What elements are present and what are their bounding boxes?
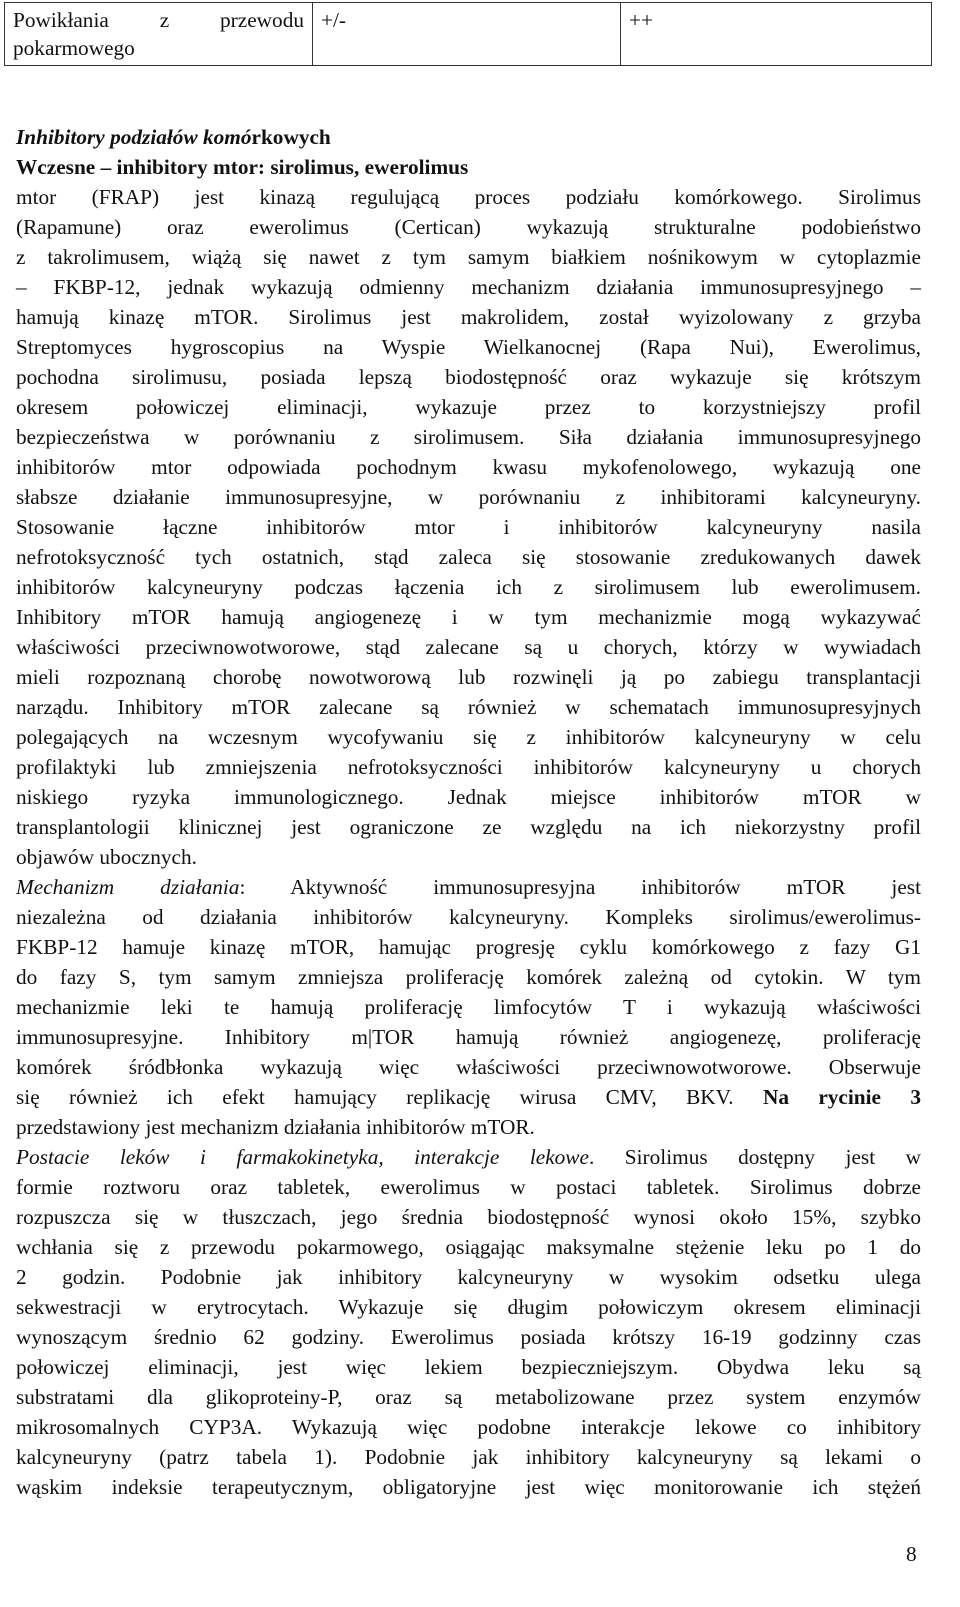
- mechanism-first-text: : Aktywność immunosupresyjna inhibitorów mTOR jest: [239, 875, 921, 899]
- pharmacokinetics-label: Postacie leków i farmakokinetyka, interakcje lekowe: [16, 1145, 589, 1169]
- text-line: okresem połowiczej eliminacji, wykazuje przez to korzystniejszy profil: [16, 395, 921, 419]
- text-line: transplantologii klinicznej jest ograniczone ze względu na ich niekorzystny profil: [16, 815, 921, 839]
- text-line: komórek śródbłonka wykazują więc właściwości przeciwnowotworowe. Obserwuje: [16, 1055, 921, 1079]
- text-line: mechanizmie leki te hamują proliferację limfocytów T i wykazują właściwości: [16, 995, 921, 1019]
- text-line: do fazy S, tym samym zmniejsza proliferację komórek zależną od cytokin. W tym: [16, 965, 921, 989]
- text-line: kalcyneuryny (patrz tabela 1). Podobnie jak inhibitory kalcyneuryny są lekami o: [16, 1445, 921, 1469]
- heading-bold-part: rkowych: [251, 125, 331, 149]
- text-line: Streptomyces hygroscopius na Wyspie Wielkanocnej (Rapa Nui), Ewerolimus,: [16, 335, 921, 359]
- text-line: FKBP-12 hamuje kinazę mTOR, hamując progresję cyklu komórkowego z fazy G1: [16, 935, 921, 959]
- mechanism-line-8-text: się również ich efekt hamujący replikację wirusa CMV, BKV.: [16, 1085, 763, 1109]
- document-body: [16, 122, 921, 1502]
- mechanism-line-9: przedstawiony jest mechanizm działania inhibitorów mTOR.: [16, 1115, 535, 1139]
- text-line: wchłania się z przewodu pokarmowego, osiągając maksymalne stężenie leku po 1 do: [16, 1235, 921, 1259]
- text-line: formie roztworu oraz tabletek, ewerolimus w postaci tabletek. Sirolimus dobrze: [16, 1175, 921, 1199]
- text-line: immunosupresyjne. Inhibitory m|TOR hamują również angiogenezę, proliferację: [16, 1025, 921, 1049]
- text-line: połowiczej eliminacji, jest więc lekiem bezpieczniejszym. Obydwa leku są: [16, 1355, 921, 1379]
- text-line: – FKBP-12, jednak wykazują odmienny mechanizm działania immunosupresyjnego –: [16, 275, 921, 299]
- table-cell-category: [5, 3, 313, 66]
- text-line: wąskim indeksie terapeutycznym, obligatoryjne jest więc monitorowanie ich stężeń: [16, 1475, 921, 1499]
- text-line: słabsze działanie immunosupresyjne, w porównaniu z inhibitorami kalcyneuryny.: [16, 485, 921, 509]
- text-line: objawów ubocznych.: [16, 845, 197, 869]
- text-line: 2 godzin. Podobnie jak inhibitory kalcyneuryny w wysokim odsetku ulega: [16, 1265, 921, 1289]
- text-line: z takrolimusem, wiążą się nawet z tym samym białkiem nośnikowym w cytoplazmie: [16, 245, 921, 269]
- pharmacokinetics-first-line: [16, 1142, 921, 1172]
- text-line: profilaktyki lub zmniejszenia nefrotoksyczności inhibitorów kalcyneuryny u chorych: [16, 755, 921, 779]
- text-line: substratami dla glikoproteiny-P, oraz są metabolizowane przez system enzymów: [16, 1385, 921, 1409]
- text-line: polegających na wczesnym wycofywaniu się z inhibitorów kalcyneuryny w celu: [16, 725, 921, 749]
- table-cell-line: Powikłania z przewodu: [13, 8, 304, 32]
- page-number: 8: [906, 1542, 917, 1566]
- mechanism-label: Mechanizm działania: [16, 875, 240, 899]
- table-cell-value-1: +/-: [313, 3, 621, 66]
- text-line: niezależna od działania inhibitorów kalcyneuryny. Kompleks sirolimus/ewerolimus-: [16, 905, 921, 929]
- paragraph-mechanism: [16, 902, 921, 1082]
- text-line: (Rapamune) oraz ewerolimus (Certican) wykazują strukturalne podobieństwo: [16, 215, 921, 239]
- text-line: mieli rozpoznaną chorobę nowotworową lub rozwinęli ją po zabiegu transplantacji: [16, 665, 921, 689]
- text-line: bezpieczeństwa w porównaniu z sirolimusem. Siła działania immunosupresyjnego: [16, 425, 921, 449]
- mechanism-first-line: [16, 872, 921, 902]
- text-line: narządu. Inhibitory mTOR zalecane są również w schematach immunosupresyjnych: [16, 695, 921, 719]
- complications-table: [4, 2, 932, 66]
- paragraph-mtor: [16, 182, 921, 872]
- text-line: mtor (FRAP) jest kinazą regulującą proces podziału komórkowego. Sirolimus: [16, 185, 921, 209]
- heading-italic-part: Inhibitory podziałów komó: [16, 125, 252, 149]
- text-line: inhibitorów mtor odpowiada pochodnym kwasu mykofenolowego, wykazują one: [16, 455, 921, 479]
- text-line: pochodna sirolimusu, posiada lepszą biodostępność oraz wykazuje się krótszym: [16, 365, 921, 389]
- text-line: właściwości przeciwnowotworowe, stąd zalecane są u chorych, którzy w wywiadach: [16, 635, 921, 659]
- text-line: Stosowanie łączne inhibitorów mtor i inhibitorów kalcyneuryny nasila: [16, 515, 921, 539]
- subsection-heading: Wczesne – inhibitory mtor: sirolimus, ewerolimus: [16, 155, 469, 179]
- figure-reference: Na rycinie 3: [762, 1085, 921, 1109]
- text-line: hamują kinazę mTOR. Sirolimus jest makrolidem, został wyizolowany z grzyba: [16, 305, 921, 329]
- text-line: nefrotoksyczność tych ostatnich, stąd zaleca się stosowanie zredukowanych dawek: [16, 545, 921, 569]
- text-line: mikrosomalnych CYP3A. Wykazują więc podobne interakcje lekowe co inhibitory: [16, 1415, 921, 1439]
- paragraph-pharmacokinetics: [16, 1172, 921, 1502]
- text-line: niskiego ryzyka immunologicznego. Jednak miejsce inhibitorów mTOR w: [16, 785, 921, 809]
- section-heading: [16, 122, 921, 152]
- text-line: Inhibitory mTOR hamują angiogenezę i w tym mechanizmie mogą wykazywać: [16, 605, 921, 629]
- table-row: [5, 3, 932, 66]
- text-line: rozpuszcza się w tłuszczach, jego średnia biodostępność wynosi około 15%, szybko: [16, 1205, 921, 1229]
- table-cell-value-2: ++: [621, 3, 932, 66]
- mechanism-line-8: [16, 1082, 921, 1112]
- text-line: inhibitorów kalcyneuryny podczas łączenia ich z sirolimusem lub ewerolimusem.: [16, 575, 921, 599]
- table-cell-line: pokarmowego: [13, 36, 135, 60]
- pharmacokinetics-first-text: . Sirolimus dostępny jest w: [588, 1145, 921, 1169]
- text-line: wynoszącym średnio 62 godziny. Ewerolimus posiada krótszy 16-19 godzinny czas: [16, 1325, 921, 1349]
- text-line: sekwestracji w erytrocytach. Wykazuje się długim połowiczym okresem eliminacji: [16, 1295, 921, 1319]
